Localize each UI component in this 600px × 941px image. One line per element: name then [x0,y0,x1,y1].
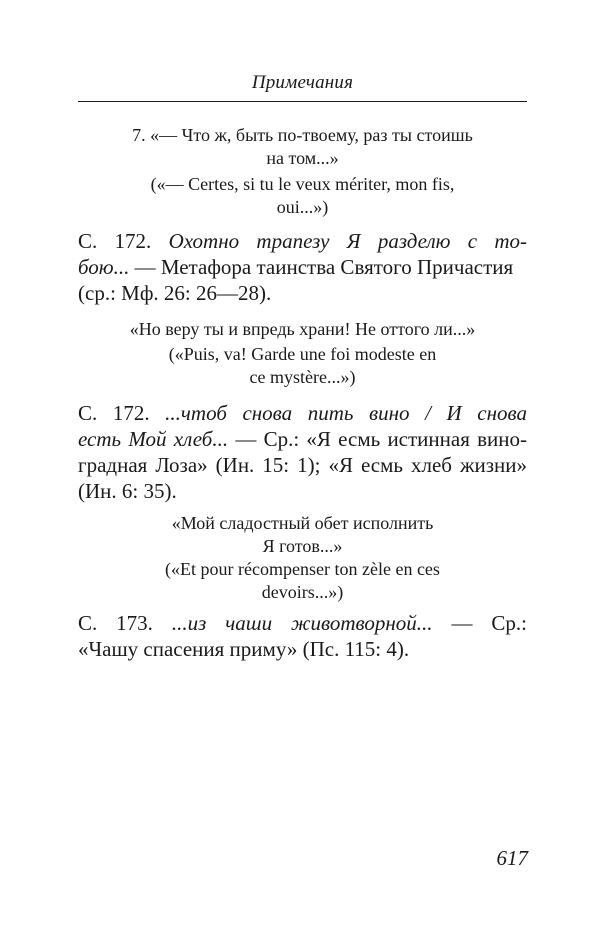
quote-line: («Puis, va! Garde une foi modeste en [168,344,437,364]
page-number: 617 [496,846,528,870]
quote-line: Я готов...» [262,536,343,556]
quoted-phrase: бою... [78,255,130,279]
page-reference: С. 172. [78,401,166,425]
note-line [78,228,527,254]
quote-line: «Но веру ты и впредь храни! Не оттого ли...» [129,319,476,339]
quote-line: ce mystère...») [249,367,356,387]
note-line: (ср.: Мф. 26: 26—28). [78,281,272,305]
quote-line: («Et pour récompenser ton zèle en ces [165,559,440,579]
commentary: — Метафора таинства Святого Причастия [129,255,514,279]
quoted-phrase: ...чтоб снова пить вино / И снова [165,401,527,425]
quote-line: devoirs...») [261,582,344,602]
note-line [78,610,527,636]
page-reference: С. 173. [78,611,172,635]
quote-3-french [78,558,527,604]
quote-1-russian [78,124,527,170]
quoted-phrase: ...из чаши животворной... [171,611,433,635]
quote-2-russian [78,318,527,341]
note-line: градная Лоза» (Ин. 15: 1); «Я есмь хлеб жизни» [78,453,527,477]
quote-2-french [78,343,527,389]
note-line: «Чашу спасения приму» (Пс. 115: 4). [78,637,410,661]
quoted-phrase: Охотно трапезу Я разделю с то- [168,229,527,253]
note-line [78,426,527,452]
quote-line: «Мой сладостный обет исполнить [171,513,434,533]
quote-line: на том...» [266,148,339,168]
quote-3-russian [78,512,527,558]
quote-line: 7. «— Что ж, быть по-твоему, раз ты стоишь [132,125,473,145]
quote-line: oui...») [276,197,329,217]
quote-1-french [78,173,527,219]
commentary: — Ср.: «Я есмь истинная вино- [228,427,527,451]
note-line [78,400,527,426]
quote-line: («— Certes, si tu le veux mériter, mon fis, [150,174,455,194]
note-1 [78,228,527,306]
header-rule [78,101,527,102]
commentary: — Ср.: [432,611,527,635]
note-line [78,254,527,280]
note-2 [78,400,527,504]
note-line: (Ин. 6: 35). [78,479,177,503]
quoted-phrase: есть Мой хлеб... [78,427,229,451]
page-reference: С. 172. [78,229,169,253]
running-header: Примечания [251,72,354,93]
note-3 [78,610,527,662]
